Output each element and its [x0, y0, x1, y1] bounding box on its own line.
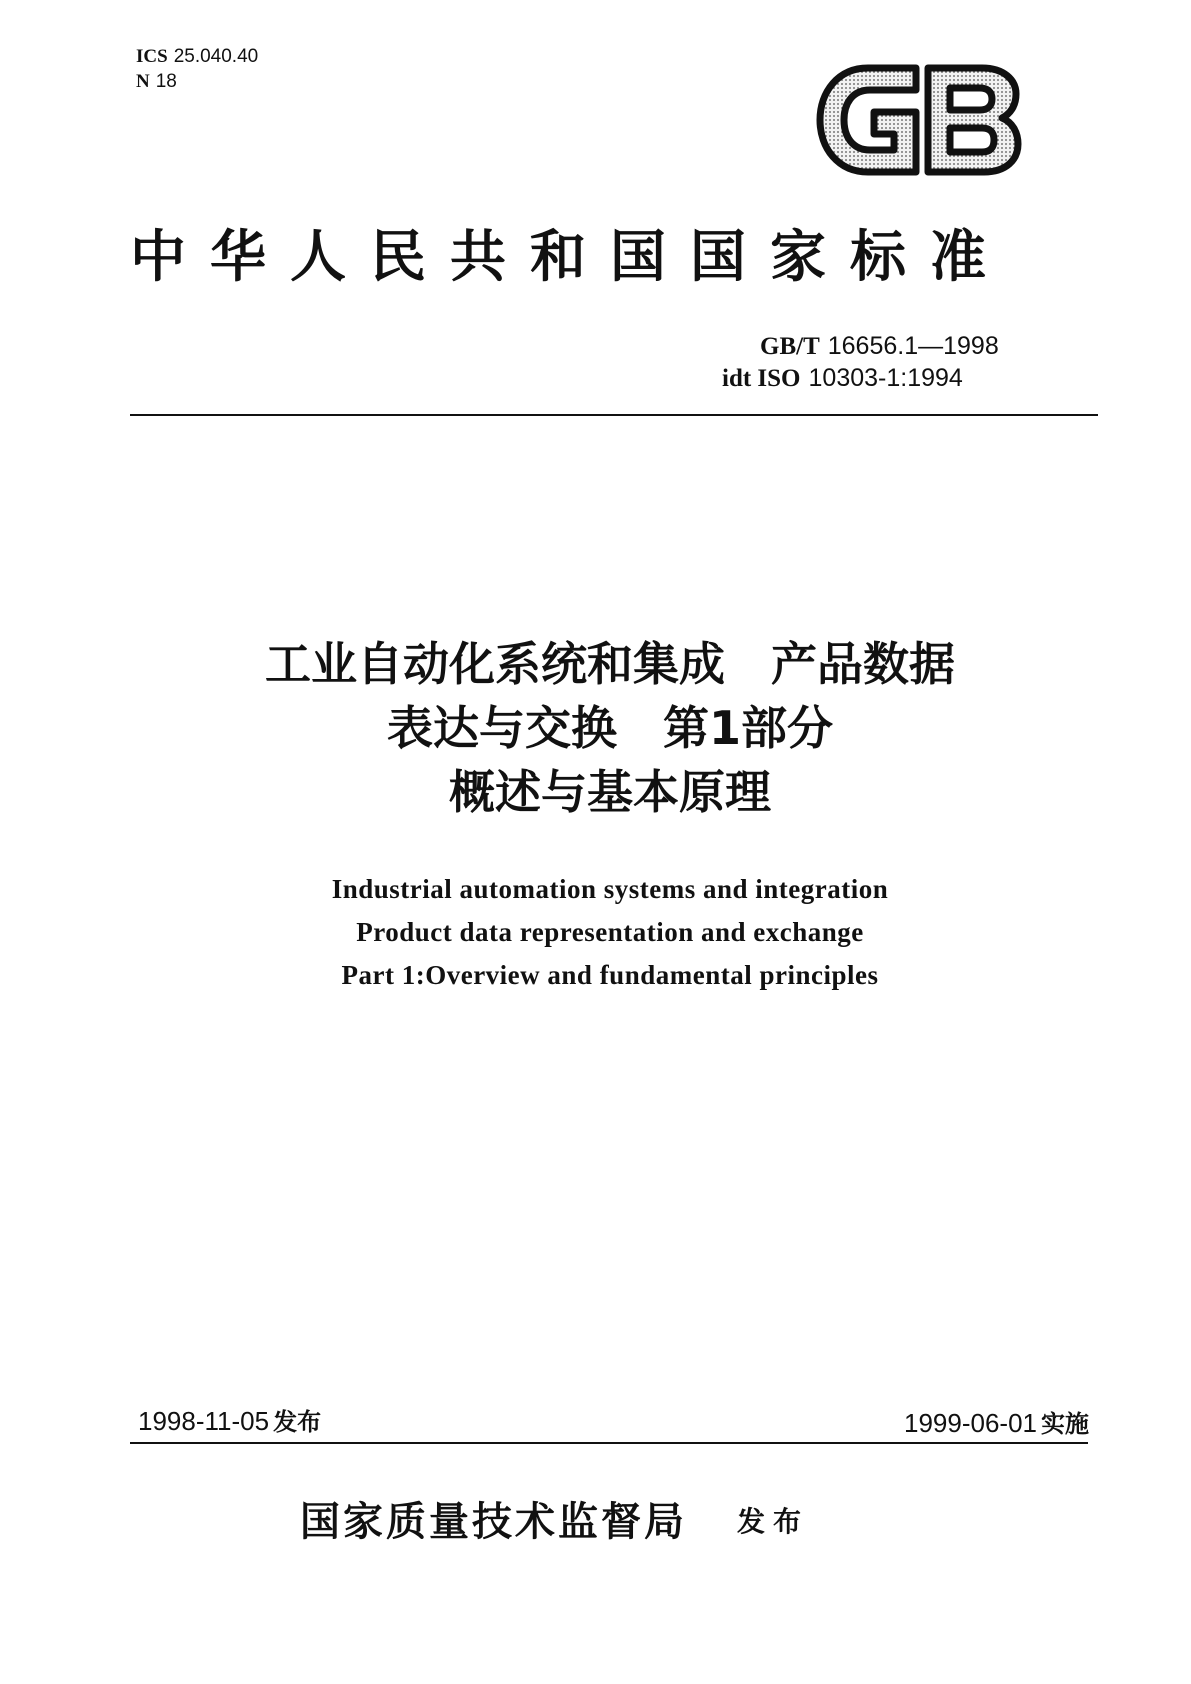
standard-number-value: 16656.1—1998 — [827, 332, 999, 360]
national-standard-heading: 中华人民共和国国家标准 — [130, 224, 1010, 290]
standard-number — [760, 330, 999, 362]
equivalent-label: idt ISO — [722, 365, 801, 392]
chinese-title — [0, 632, 1191, 824]
gb-logo — [816, 62, 1022, 178]
standard-numbers — [722, 330, 999, 394]
header-divider — [130, 414, 1098, 416]
issue-date-value: 1998-11-05 — [138, 1406, 270, 1436]
equivalent-value: 10303-1:1994 — [808, 364, 963, 392]
issue-date-label: 发布 — [273, 1408, 322, 1436]
ccs-label: N — [136, 71, 150, 92]
english-title — [0, 868, 1191, 997]
english-title-line-3: Part 1:Overview and fundamental principles — [341, 960, 879, 990]
standard-number-label: GB/T — [760, 333, 820, 360]
equivalent-standard — [722, 362, 999, 394]
ccs-code — [136, 69, 258, 94]
english-title-line-2: Product data representation and exchange — [356, 917, 864, 947]
issuer-action: 发布 — [737, 1505, 810, 1538]
chinese-title-line-1: 工业自动化系统和集成 产品数据 — [265, 637, 955, 691]
ics-label: ICS — [136, 46, 168, 67]
implementation-date-label: 实施 — [1041, 1410, 1089, 1438]
footer-divider — [130, 1442, 1088, 1444]
classification-codes — [136, 44, 258, 94]
ics-value: 25.040.40 — [173, 46, 259, 67]
english-title-line-1: Industrial automation systems and integration — [331, 874, 889, 904]
ccs-value: 18 — [155, 71, 177, 92]
issue-date — [138, 1402, 321, 1437]
chinese-title-line-2: 表达与交换 第1部分 — [386, 701, 833, 755]
implementation-date-value: 1999-06-01 — [904, 1408, 1037, 1438]
issuer-name: 国家质量技术监督局 — [300, 1498, 687, 1545]
implementation-date — [904, 1404, 1089, 1439]
chinese-title-line-3: 概述与基本原理 — [449, 765, 771, 819]
issuing-authority — [300, 1490, 809, 1547]
ics-code — [136, 44, 258, 69]
